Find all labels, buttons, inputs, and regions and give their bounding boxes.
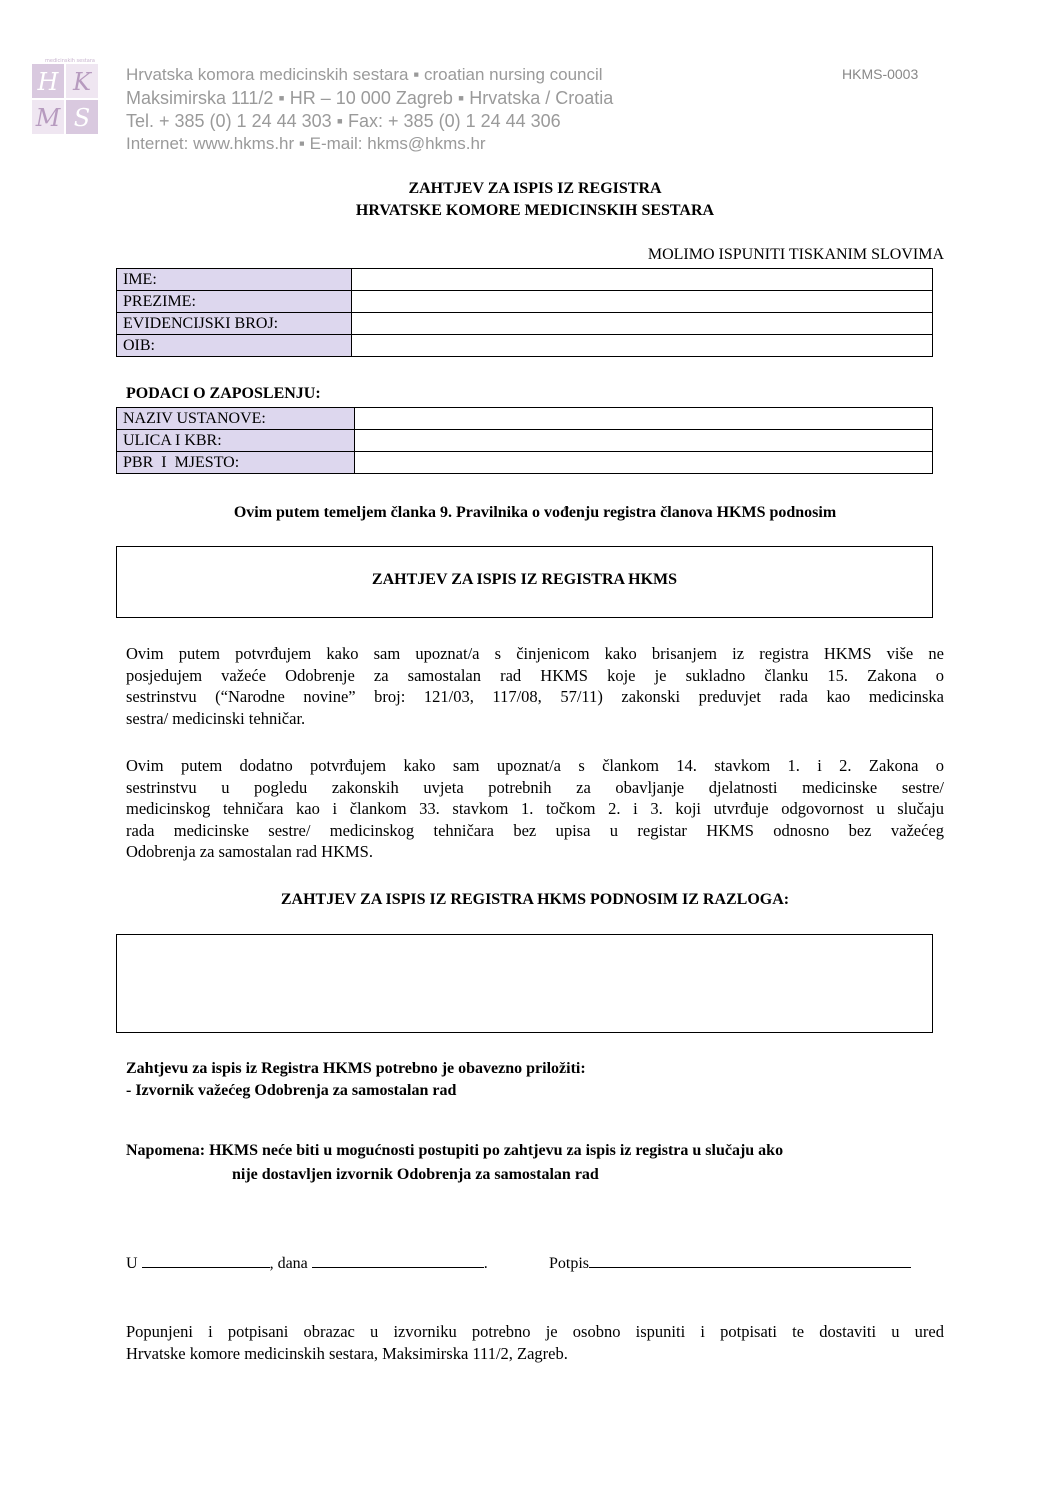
evidencijski-broj-input-cell[interactable]: [352, 313, 933, 335]
date-label: , dana: [269, 1255, 308, 1272]
paragraph-line: medicinskog tehničara kao i člankom 33. stavkom 1. točkom 2. i 3. koji utvrđuje odgovornost u slučaju: [126, 799, 944, 818]
place-label: U: [126, 1255, 138, 1272]
table-row: [117, 452, 933, 474]
logo-letter-h: H: [37, 68, 59, 96]
place-input-line[interactable]: [142, 1251, 270, 1268]
note-label: Napomena:: [126, 1142, 206, 1159]
letterhead-org-line: Hrvatska komora medicinskih sestara ▪ croatian nursing council: [126, 65, 603, 84]
footer-line: Hrvatske komore medicinskih sestara, Maksimirska 111/2, Zagreb.: [126, 1343, 568, 1363]
field-label-ulica-kbr: ULICA I KBR:: [117, 430, 355, 452]
pbr-mjesto-input-cell[interactable]: [355, 452, 933, 474]
signature-row: [126, 1251, 488, 1273]
ime-input-cell[interactable]: [352, 269, 933, 291]
hkms-logo: [22, 58, 118, 154]
employment-table: [116, 407, 933, 474]
paragraph-line: Odobrenja za samostalan rad HKMS.: [126, 842, 373, 861]
confirmation-paragraph-1: [126, 643, 944, 729]
field-label-ime: IME:: [117, 269, 352, 291]
form-title-line-1: ZAHTJEV ZA ISPIS IZ REGISTRA: [408, 180, 662, 197]
attachments-item: - Izvornik važećeg Odobrenja za samostalan rad: [126, 1082, 457, 1099]
personal-data-table: [116, 268, 933, 357]
signature-input-line[interactable]: [589, 1251, 911, 1268]
form-title-line-2: HRVATSKE KOMORE MEDICINSKIH SESTARA: [355, 202, 715, 219]
reason-heading: ZAHTJEV ZA ISPIS IZ REGISTRA HKMS PODNOSIM IZ RAZLOGA:: [280, 891, 790, 908]
form-code: HKMS-0003: [842, 66, 919, 82]
paragraph-line: sestra/ medicinski tehničar.: [126, 708, 306, 728]
logo-letter-m: M: [35, 104, 61, 132]
note-block: [126, 1139, 956, 1187]
confirmation-paragraph-2: [126, 755, 944, 863]
svg-text:medicinskih sestara: medicinskih sestara: [45, 58, 95, 64]
letterhead-phone-line: Tel. + 385 (0) 1 24 44 303 ▪ Fax: + 385 (0) 1 24 44 306: [126, 111, 561, 131]
signature-field: [549, 1251, 911, 1273]
paragraph-line: Ovim putem potvrđujem kako sam upoznat/a s činjenicom kako brisanjem iz registra HKMS više ne: [126, 644, 944, 663]
signature-label: Potpis: [549, 1255, 590, 1272]
attachments-heading: Zahtjevu za ispis iz Registra HKMS potrebno je obavezno priložiti:: [126, 1060, 586, 1077]
footer-instructions: [126, 1321, 944, 1364]
note-line-2: nije dostavljen izvornik Odobrenja za samostalan rad: [232, 1166, 599, 1183]
request-box-title: ZAHTJEV ZA ISPIS IZ REGISTRA HKMS: [371, 571, 678, 588]
table-row: [117, 430, 933, 452]
oib-input-cell[interactable]: [352, 335, 933, 357]
table-row: [117, 269, 933, 291]
logo-letter-s: S: [73, 104, 91, 132]
footer-line: Popunjeni i potpisani obrazac u izvorniku potrebno je osobno ispuniti i potpisati te dostaviti u ured: [126, 1322, 944, 1341]
field-label-oib: OIB:: [117, 335, 352, 357]
paragraph-line: posjedujem važeće Odobrenje za samostalan rad HKMS koje je sukladno članku 15. Zakona o: [126, 665, 944, 685]
prezime-input-cell[interactable]: [352, 291, 933, 313]
table-row: [117, 313, 933, 335]
table-row: [117, 408, 933, 430]
fill-instruction: MOLIMO ISPUNITI TISKANIM SLOVIMA: [647, 246, 944, 263]
field-label-prezime: PREZIME:: [117, 291, 352, 313]
date-input-line[interactable]: [312, 1251, 484, 1268]
table-row: [117, 335, 933, 357]
intro-line: Ovim putem temeljem članka 9. Pravilnika o vođenju registra članova HKMS podnosim: [233, 504, 837, 521]
note-line-1: HKMS neće biti u mogućnosti postupiti po zahtjevu za ispis iz registra u slučaju ako: [209, 1142, 784, 1159]
paragraph-line: sestrinstvu u pogledu zakonskih uvjeta potrebnih za obavljanje djelatnosti medicinske sestre/: [126, 777, 944, 797]
paragraph-line: Ovim putem dodatno potvrđujem kako sam upoznat/a s člankom 14. stavkom 1. i 2. Zakona o: [126, 756, 944, 775]
request-box: [116, 546, 933, 618]
field-label-evidencijski-broj: EVIDENCIJSKI BROJ:: [117, 313, 352, 335]
reason-input-box[interactable]: [116, 934, 933, 1033]
employment-heading: PODACI O ZAPOSLENJU:: [126, 385, 321, 402]
logo-letter-k: K: [73, 68, 91, 96]
field-label-pbr-mjesto: PBR I MJESTO:: [117, 452, 355, 474]
letterhead-address-line: Maksimirska 111/2 ▪ HR – 10 000 Zagreb ▪ Hrvatska / Croatia: [126, 88, 614, 108]
paragraph-line: sestrinstvu (“Narodne novine” broj: 121/03, 117/08, 57/11) zakonski preduvjet rada kao medicinska: [126, 687, 944, 706]
table-row: [117, 291, 933, 313]
letterhead-web-line: Internet: www.hkms.hr ▪ E-mail: hkms@hkms.hr: [126, 134, 486, 153]
paragraph-line: rada medicinske sestre/ medicinskog tehničara bez upisa u registar HKMS odnosno bez važećeg: [126, 820, 944, 840]
ulica-kbr-input-cell[interactable]: [355, 430, 933, 452]
date-end-dot: .: [483, 1255, 488, 1272]
field-label-naziv-ustanove: NAZIV USTANOVE:: [117, 408, 355, 430]
naziv-ustanove-input-cell[interactable]: [355, 408, 933, 430]
